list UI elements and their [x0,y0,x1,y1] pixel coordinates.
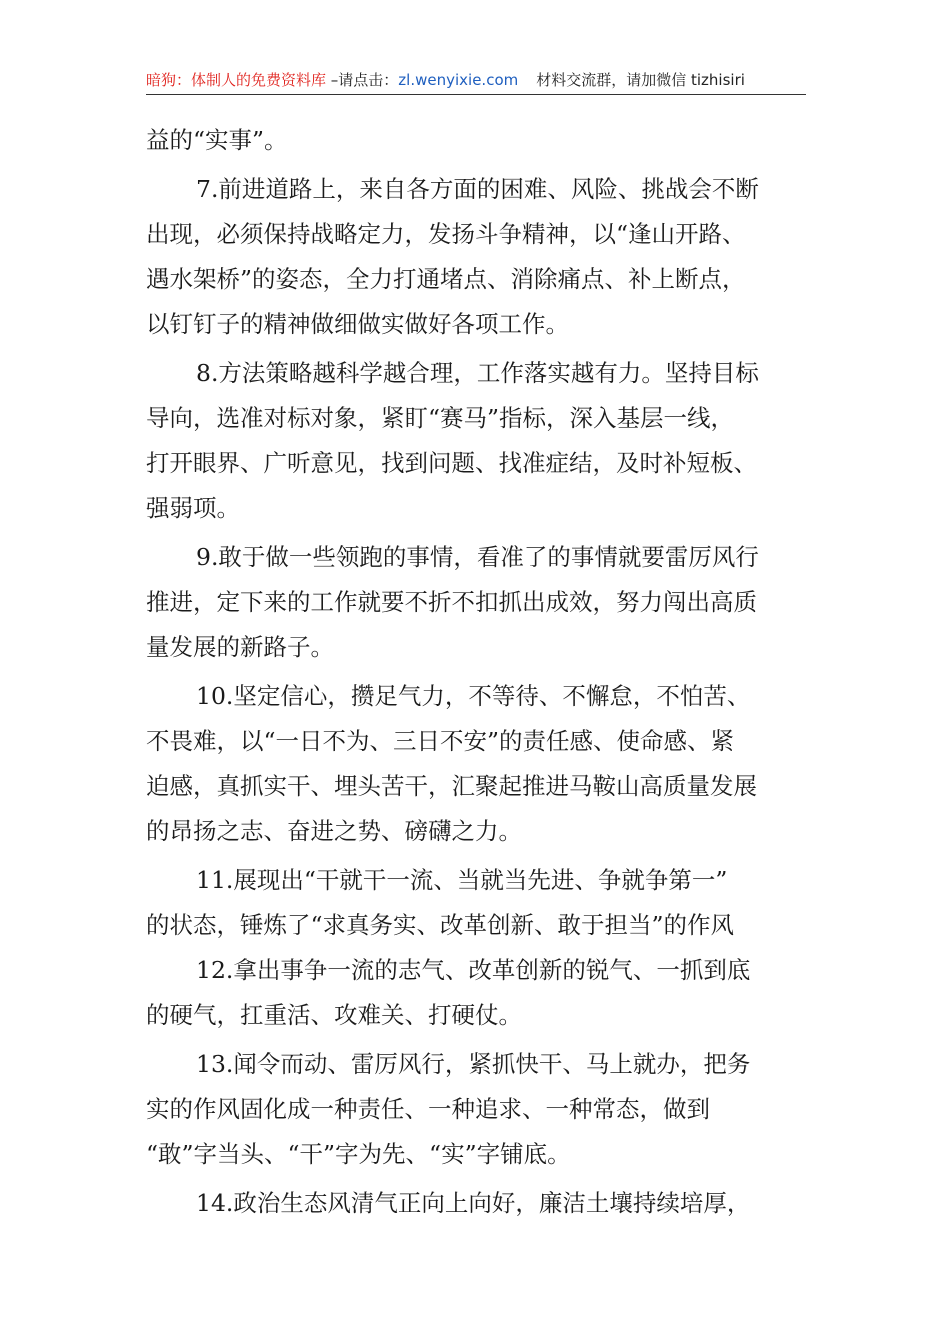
paragraph-line: 量发展的新路子。 [146,633,334,661]
paragraph-line: 迫感，真抓实干、埋头苦干，汇聚起推进马鞍山高质量发展 [146,772,757,800]
page-header [146,66,806,94]
paragraph-line: 强弱项。 [146,494,240,522]
paragraph-line: 打开眼界、广听意见，找到问题、找准症结，及时补短板、 [146,449,757,477]
header-divider [146,94,806,95]
paragraph-line: 推进，定下来的工作就要不折不扣抓出成效，努力闯出高质 [146,588,757,616]
paragraph-line: 11.展现出“干就干一流、当就当先进、争就争第一” [196,866,728,894]
paragraph-line: 不畏难，以“一日不为、三日不安”的责任感、使命感、紧 [146,727,735,755]
paragraph-line: 14.政治生态风清气正向上向好，廉洁土壤持续培厚， [196,1189,751,1217]
paragraph-line: 8.方法策略越科学越合理，工作落实越有力。坚持目标 [196,359,759,387]
document-body [146,118,806,1226]
paragraph-line: 出现，必须保持战略定力，发扬斗争精神，以“逢山开路、 [146,220,746,248]
paragraph-line: 实的作风固化成一种责任、一种追求、一种常态，做到 [146,1095,710,1123]
header-url-link[interactable]: zl.wenyixie.com [398,71,519,89]
header-contact: 材料交流群，请加微信 tizhisiri [536,71,745,89]
paragraph-line: 的状态，锤炼了“求真务实、改革创新、敢于担当”的作风 [146,911,735,939]
paragraph-line: 7.前进道路上，来自各方面的困难、风险、挑战会不断 [196,175,759,203]
paragraph-line: 12.拿出事争一流的志气、改革创新的锐气、一抓到底 [196,956,751,984]
paragraph-line: 10.坚定信心，攒足气力，不等待、不懈怠，不怕苦、 [196,682,751,710]
paragraph-line: “敢”字当头、“干”字为先、“实”字铺底。 [146,1140,571,1168]
paragraph-line: 益的“实事”。 [146,126,288,154]
paragraph-line: 遇水架桥”的姿态，全力打通堵点、消除痛点、补上断点， [146,265,746,293]
paragraph-line: 导向，选准对标对象，紧盯“赛马”指标，深入基层一线， [146,404,735,432]
header-site-name: 暗狗：体制人的免费资料库 [146,71,327,89]
paragraph-line: 9.敢于做一些领跑的事情，看准了的事情就要雷厉风行 [196,543,759,571]
paragraph-line: 的硬气，扛重活、攻难关、打硬仗。 [146,1001,522,1029]
paragraph-line: 13.闻令而动、雷厉风行，紧抓快干、马上就办，把务 [196,1050,751,1078]
paragraph-line: 以钉钉子的精神做细做实做好各项工作。 [146,310,569,338]
header-prompt: –请点击： [326,71,399,89]
paragraph-line: 的昂扬之志、奋进之势、磅礴之力。 [146,817,522,845]
